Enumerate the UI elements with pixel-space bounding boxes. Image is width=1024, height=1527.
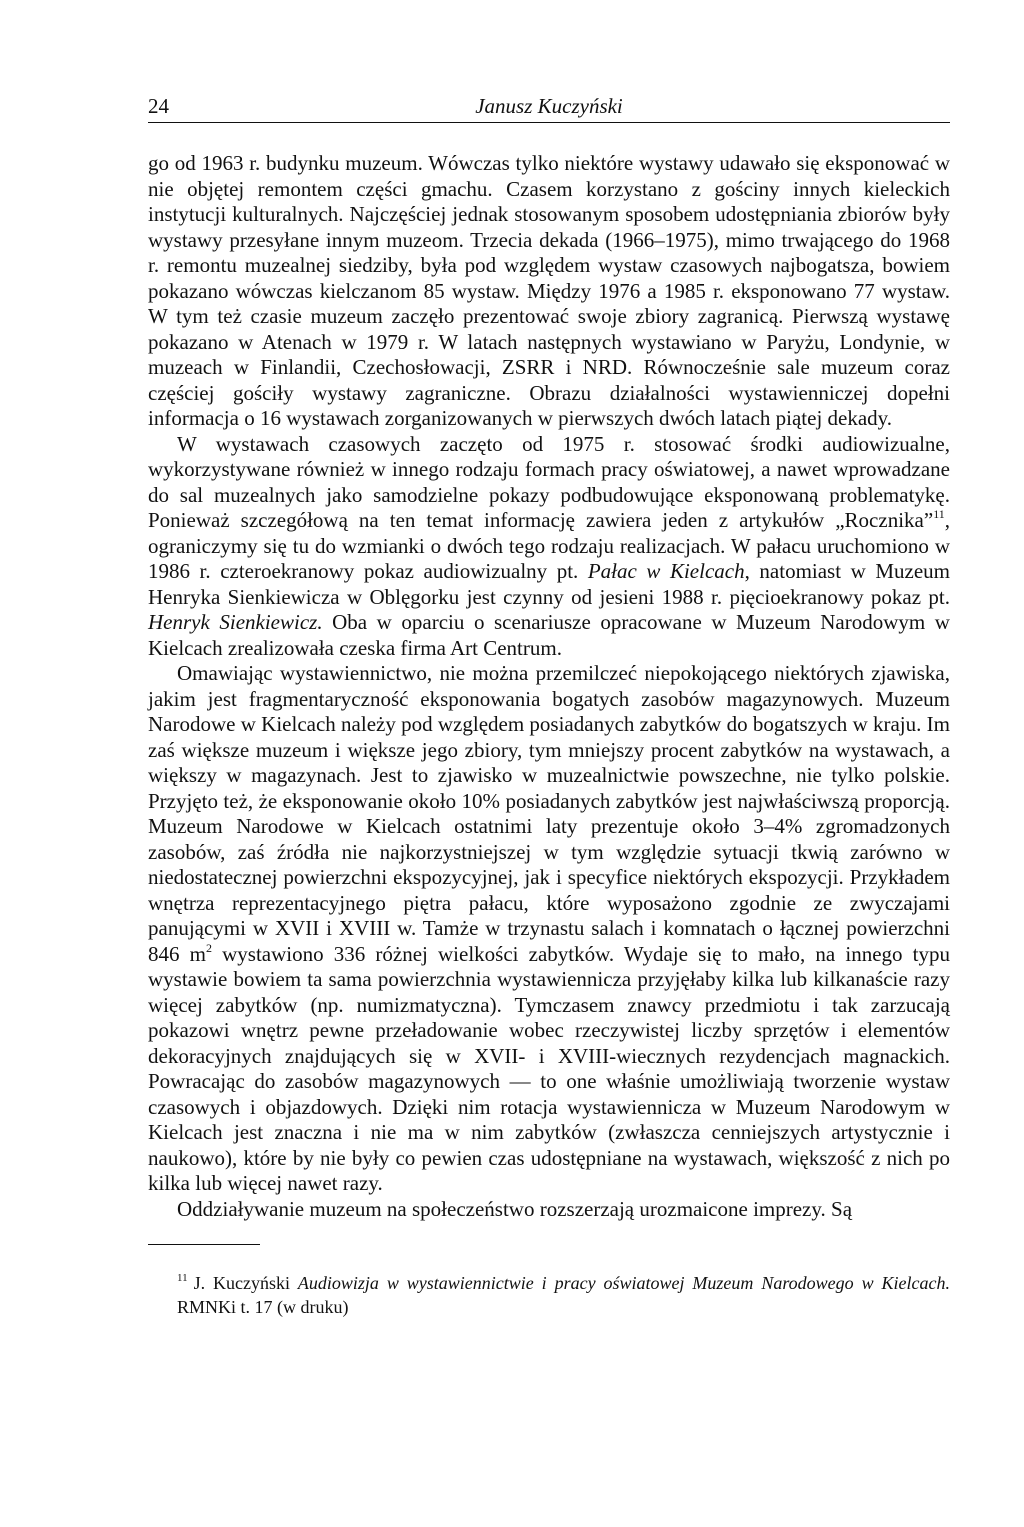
- footnote-mark: 11: [177, 1272, 188, 1284]
- paragraph: [148, 432, 950, 662]
- paragraph-text: W wystawach czasowych zaczęto od 1975 r. stosować środki audiowizualne, wykorzystywane również w innego rodzaju formach pracy oświatowej, a nawet wprowadzane do sal muzealnych jako samodzielne pokazy podbudowujące eksponowaną problematykę. Ponieważ szczegółową na ten temat informację zawiera jeden z artykułów „Rocznika”: [148, 431, 950, 532]
- work-title: Pałac w Kielcach: [587, 559, 745, 583]
- paragraph-text: Oba w oparciu o scenariusze opracowane w Muzeum Narodowym w Kielcach zrealizowała czeska firma Art Centrum.: [148, 610, 950, 660]
- paragraph-text: , ograniczymy się tu do wzmianki o dwóch tego rodzaju realizacjach. W pałacu uruchomiono w 1986 r. czteroekranowy pokaz audiowizualny pt.: [148, 508, 950, 583]
- footnote-author: J. Kuczyński: [193, 1273, 298, 1293]
- paragraph-text: Omawiając wystawiennictwo, nie można przemilczeć niepokojącego niektórych zjawiska, jakim jest fragmentaryczność eksponowania bogatych zasobów magazynowych. Muzeum Narodowe w Kielcach należy pod względem posiadanych zabytków do bogatszych w kraju. Im zaś większe muzeum i większe jego zbiory, tym mniejszy procent zabytków na wystawach, a większy w magazynach. Jest to zjawisko w muzealnictwie powszechne, nie tylko polskie. Przyjęto też, że eksponowanie około 10% posiadanych zabytków jest najwłaściwszą proporcją. Muzeum Narodowe w Kielcach ostatnimi laty prezentuje około 3–4% zgromadzonych zasobów, zaś źródła nie najkorzystniejszej w tym względzie sytuacji tkwią zarówno w niedostatecznej powierzchni ekspozycyjnej, jak i specyfice niektórych ekspozycji. Przykładem wnętrza reprezentacyjnego piętra pałacu, które wyposażono zgodnie ze zwyczajami panującymi w XVII i XVIII w. Tamże w trzynastu salach i komnatach o łącznej powierzchni 846 m: [148, 661, 950, 966]
- superscript: 2: [205, 940, 212, 955]
- body-text: [148, 151, 950, 1222]
- footnote-title: Audiowizja w wystawiennictwie i pracy oświatowej Muzeum Narodowego w Kielcach.: [297, 1273, 950, 1293]
- paragraph: [148, 661, 950, 1197]
- footnotes: [148, 1271, 950, 1319]
- footnote-text: RMNKi t. 17 (w druku): [177, 1297, 349, 1317]
- work-title: Henryk Sienkiewicz.: [148, 610, 323, 634]
- running-header: [148, 92, 950, 123]
- paragraph: [148, 151, 950, 432]
- page-number: 24: [148, 94, 169, 118]
- footnote-separator: [148, 1244, 260, 1245]
- footnote: [177, 1271, 950, 1319]
- paragraph-text: , natomiast w Muzeum Henryka Sienkiewicza w Oblęgorku jest czynny od jesieni 1988 r. pięcioekranowy pokaz pt.: [148, 559, 950, 609]
- paragraph-text: go od 1963 r. budynku muzeum. Wówczas tylko niektóre wystawy udawało się eksponować w nie objętej remontem części gmachu. Czasem korzystano z gościny innych kieleckich instytucji kulturalnych. Najczęściej jednak stosowanym sposobem udostępniania zbiorów były wystawy przesyłane innym muzeom. Trzecia dekada (1966–1975), mimo trwającego do 1968 r. remontu muzealnej siedziby, była pod względem wystaw czasowych najbogatsza, bowiem pokazano wówczas kielczanom 85 wystaw. Między 1976 a 1985 r. eksponowano 77 wystaw. W tym też czasie muzeum zaczęło prezentować swoje zbiory zagranicą. Pierwszą wystawę pokazano w Atenach w 1979 r. W latach następnych wystawiano w Paryżu, Londynie, w muzeach w Finlandii, Czechosłowacji, ZSRR i NRD. Równocześnie sale muzeum coraz częściej gościły wystawy zagraniczne. Obrazu działalności wystawienniczej dopełni informacja o 16 wystawach zorganizowanych w pierwszych dwóch latach piątej dekady.: [148, 151, 950, 430]
- footnote-reference[interactable]: 11: [933, 507, 945, 521]
- paragraph-text: Oddziaływanie muzeum na społeczeństwo rozszerzają urozmaicone imprezy. Są: [177, 1196, 853, 1221]
- document-page: [148, 92, 950, 1319]
- paragraph: [148, 1197, 950, 1223]
- paragraph-text: wystawiono 336 różnej wielkości zabytków. Wydaje się to mało, na innego typu wystawie bowiem ta sama powierzchnia wystawiennicza przyjęłaby kilka lub kilkanaście razy więcej zabytków (np. numizmatyczna). Tymczasem znawcy przedmiotu i tak zarzucają pokazowi wnętrz pewne przeładowanie wobec rzeczywistej liczby sprzętów i elementów dekoracyjnych znajdujących się w XVII- i XVIII-wiecznych rezydencjach magnackich. Powracając do zasobów magazynowych — to one właśnie umożliwiają tworzenie wystaw czasowych i objazdowych. Dzięki nim rotacja wystawiennicza w Muzeum Narodowym w Kielcach jest znaczna i nie ma w nim zabytków (zwłaszcza cenniejszych artystycznie i naukowo), które by nie były co pewien czas udostępniane na wystawach, większość z nich po kilka lub więcej nawet razy.: [148, 941, 950, 1195]
- running-title: Janusz Kuczyński: [475, 94, 623, 118]
